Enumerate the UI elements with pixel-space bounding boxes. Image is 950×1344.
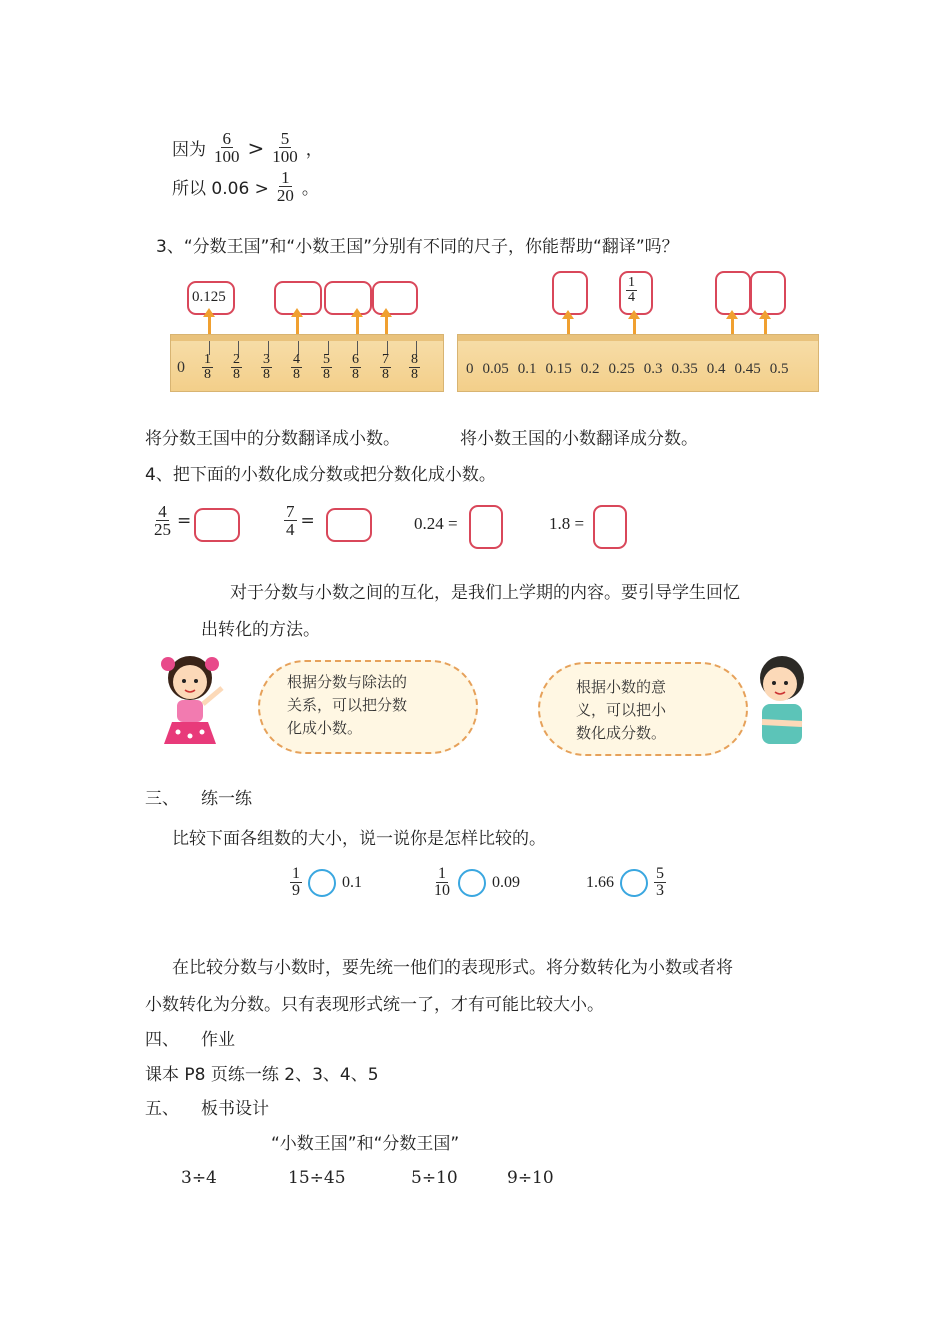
homework-content: 课本 P8 页练一练 2、3、4、5 [145,1065,379,1085]
q4-item: 0.24 = [414,514,458,533]
q4-item: $\frac{4}{25}$ = [154,502,192,539]
ruler-fraction: $\frac{7}{8}$ [382,352,389,382]
compare-item: $\frac{1}{10}$ 0.09 [434,865,520,899]
left-answer-box[interactable] [372,281,418,315]
decimal-ruler-labels: 0 0.05 0.1 0.15 0.2 0.25 0.3 0.35 0.4 0.45 0.5 [466,361,789,377]
section5-number: 五、 [145,1099,179,1119]
q3-caption-left: 将分数王国中的分数翻译成小数。 [145,429,400,449]
board-item: 3÷4 [181,1168,217,1188]
note1-line1: 对于分数与小数之间的互化，是我们上学期的内容。要引导学生回忆 [230,583,740,603]
ruler-fraction: $\frac{1}{8}$ [204,352,211,382]
ruler-zero-label: 0 [177,359,185,376]
q4-answer-box[interactable] [326,508,372,542]
ruler-fraction: $\frac{8}{8}$ [411,352,418,382]
compare-circle[interactable] [458,869,486,897]
right-answer-box[interactable] [715,271,751,315]
exercise-title: 比较下面各组数的大小，说一说你是怎样比较的。 [172,829,546,849]
fraction-5-100: $\frac{5}{100}$ [272,129,298,166]
ruler-fraction: $\frac{3}{8}$ [263,352,270,382]
decimal-ruler [457,334,819,392]
girl-illustration [150,652,232,750]
left-bubble-text: 根据分数与除法的 关系，可以把分数 化成小数。 [287,673,408,737]
compare-circle[interactable] [620,869,648,897]
right-answer-box[interactable] [750,271,786,315]
q4-answer-box[interactable] [593,505,627,549]
note2-line1: 在比较分数与小数时，要先统一他们的表现形式。将分数转化为小数或者将 [172,958,733,978]
q4-item: 1.8 = [549,514,585,533]
q3-caption-right: 将小数王国的小数翻译成分数。 [460,429,698,449]
right-answer-box-filled: $\frac{1}{4}$ [619,271,653,315]
fraction-6-100: $\frac{6}{100}$ [214,129,240,166]
q4-answer-box[interactable] [194,508,240,542]
board-title: “小数王国”和“分数王国” [271,1134,460,1154]
board-item: 9÷10 [507,1168,554,1188]
section3-heading: 练一练 [201,789,252,809]
board-item: 15÷45 [288,1168,346,1188]
section4-heading: 作业 [201,1030,235,1050]
section4-number: 四、 [145,1030,179,1050]
boy-illustration [748,652,814,750]
left-answer-box-filled: 0.125 [187,281,235,315]
top-example [172,130,323,204]
note1-line2: 出转化的方法。 [201,620,320,640]
ruler-fraction: $\frac{6}{8}$ [352,352,359,382]
right-answer-box[interactable] [552,271,588,315]
section5-heading: 板书设计 [201,1099,269,1119]
board-item: 5÷10 [411,1168,458,1188]
q3-title: 3、“分数王国”和“小数王国”分别有不同的尺子，你能帮助“翻译”吗？ [156,237,679,257]
ruler-fraction: $\frac{5}{8}$ [323,352,330,382]
compare-item: $\frac{1}{9}$ 0.1 [292,865,362,899]
left-answer-box[interactable] [324,281,372,315]
top-example-line2: 所以 0.06 > $\frac{1}{20}$ 。 [172,168,319,205]
top-example-line1: 因为 $\frac{6}{100}$ > $\frac{5}{100}$ ， [172,129,323,166]
right-bubble-text: 根据小数的意 义，可以把小 数化成分数。 [576,678,667,742]
section3-number: 三、 [145,789,179,809]
note2-line2: 小数转化为分数。只有表现形式统一了，才有可能比较大小。 [145,995,604,1015]
ruler-fraction: $\frac{2}{8}$ [233,352,240,382]
q4-title: 4、把下面的小数化成分数或把分数化成小数。 [145,465,496,485]
compare-circle[interactable] [308,869,336,897]
fraction-1-20: $\frac{1}{20}$ [276,168,294,205]
ruler-fraction: $\frac{4}{8}$ [293,352,300,382]
q4-answer-box[interactable] [469,505,503,549]
q4-item: $\frac{7}{4}$ = [286,502,315,539]
fraction-ruler [170,334,444,392]
compare-item: 1.66 $\frac{5}{3}$ [586,865,664,899]
